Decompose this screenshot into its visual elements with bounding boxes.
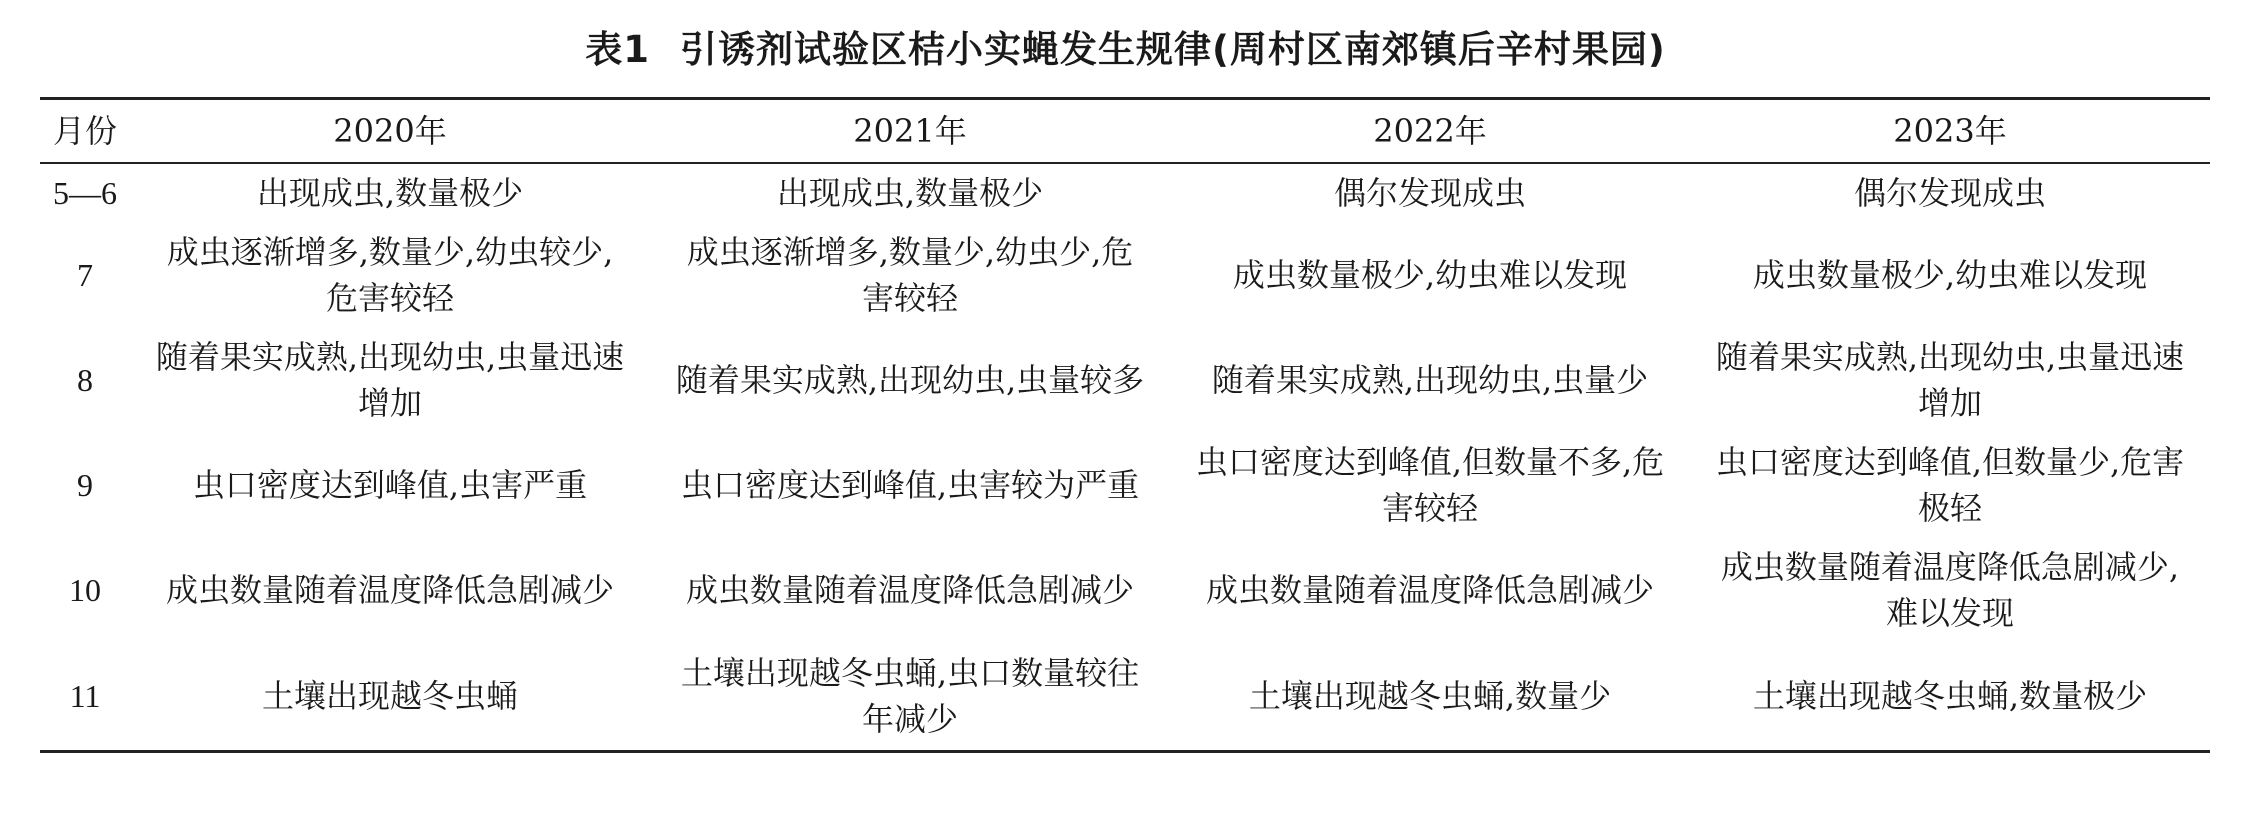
table-cell (130, 327, 650, 432)
column-header-2022: 2022年 (1373, 112, 1487, 150)
column-header-2021: 2021年 (853, 112, 967, 150)
cell-text: 成虫逐渐增多,数量少,幼虫少,危害较轻 (686, 232, 1134, 317)
cell-text: 成虫数量随着温度降低急剧减少 (685, 570, 1134, 609)
table-cell (1170, 222, 1690, 327)
cell-text: 虫口密度达到峰值,虫害严重 (192, 465, 588, 504)
cell-text: 偶尔发现成虫 (1333, 174, 1526, 212)
cell-text: 虫口密度达到峰值,但数量不多,危害较轻 (1195, 442, 1665, 527)
column-header-month: 月份 (52, 112, 117, 150)
cell-text: 成虫数量随着温度降低急剧减少,难以发现 (1720, 547, 2180, 632)
table-cell (1170, 537, 1690, 642)
table-cell (650, 537, 1170, 642)
column-header-2020: 2020年 (333, 112, 447, 150)
cell-text: 成虫数量极少,幼虫难以发现 (1232, 255, 1628, 294)
table-cell (650, 163, 1170, 222)
table-caption-label: 表1 (585, 28, 650, 71)
table-cell (650, 327, 1170, 432)
cell-text: 虫口密度达到峰值,但数量少,危害极轻 (1715, 442, 2185, 527)
cell-text: 随着果实成熟,出现幼虫,虫量迅速增加 (1715, 337, 2185, 422)
table-cell (130, 222, 650, 327)
data-table (40, 97, 2210, 753)
table-cell (1690, 642, 2210, 752)
cell-text: 成虫数量随着温度降低急剧减少 (165, 570, 614, 609)
table-cell (1690, 432, 2210, 537)
table-row (40, 222, 2210, 327)
cell-text: 成虫数量随着温度降低急剧减少 (1205, 570, 1654, 609)
cell-text: 成虫数量极少,幼虫难以发现 (1752, 255, 2148, 294)
table-header-row (40, 99, 2210, 164)
table-cell (1690, 327, 2210, 432)
column-header-2023: 2023年 (1893, 112, 2007, 150)
table-cell (130, 432, 650, 537)
table-caption (0, 24, 2251, 76)
cell-text: 随着果实成熟,出现幼虫,虫量少 (1211, 360, 1649, 399)
data-table-container (40, 97, 2210, 753)
cell-text: 土壤出现越冬虫蛹,数量极少 (1752, 677, 2148, 715)
cell-text: 随着果实成熟,出现幼虫,虫量迅速增加 (155, 337, 625, 422)
table-cell (130, 537, 650, 642)
cell-text: 出现成虫,数量极少 (256, 174, 524, 212)
month-cell: 9 (77, 466, 93, 503)
month-cell: 10 (69, 571, 101, 608)
table-row (40, 432, 2210, 537)
table-row (40, 163, 2210, 222)
table-cell (650, 432, 1170, 537)
table-row (40, 642, 2210, 752)
table-cell (1170, 163, 1690, 222)
cell-text: 出现成虫,数量极少 (776, 174, 1044, 212)
table-cell (1170, 327, 1690, 432)
cell-text: 偶尔发现成虫 (1853, 174, 2046, 212)
table-cell (1690, 537, 2210, 642)
month-cell: 8 (77, 361, 93, 398)
table-cell (130, 642, 650, 752)
cell-text: 虫口密度达到峰值,虫害较为严重 (680, 465, 1140, 504)
table-row (40, 537, 2210, 642)
cell-text: 土壤出现越冬虫蛹 (261, 677, 518, 715)
table-caption-title: 引诱剂试验区桔小实蝇发生规律(周村区南郊镇后辛村果园) (679, 28, 1666, 71)
month-cell: 5—6 (53, 175, 117, 211)
table-cell (1690, 163, 2210, 222)
month-cell: 11 (69, 678, 101, 714)
cell-text: 随着果实成熟,出现幼虫,虫量较多 (675, 360, 1145, 399)
cell-text: 成虫逐渐增多,数量少,幼虫较少,危害较轻 (166, 232, 614, 317)
cell-text: 土壤出现越冬虫蛹,数量少 (1248, 677, 1612, 715)
table-cell (650, 222, 1170, 327)
cell-text: 土壤出现越冬虫蛹,虫口数量较往年减少 (680, 654, 1140, 738)
table-row (40, 327, 2210, 432)
table-cell (650, 642, 1170, 752)
month-cell: 7 (77, 256, 93, 293)
table-cell (130, 163, 650, 222)
table-cell (1170, 432, 1690, 537)
table-cell (1170, 642, 1690, 752)
table-cell (1690, 222, 2210, 327)
